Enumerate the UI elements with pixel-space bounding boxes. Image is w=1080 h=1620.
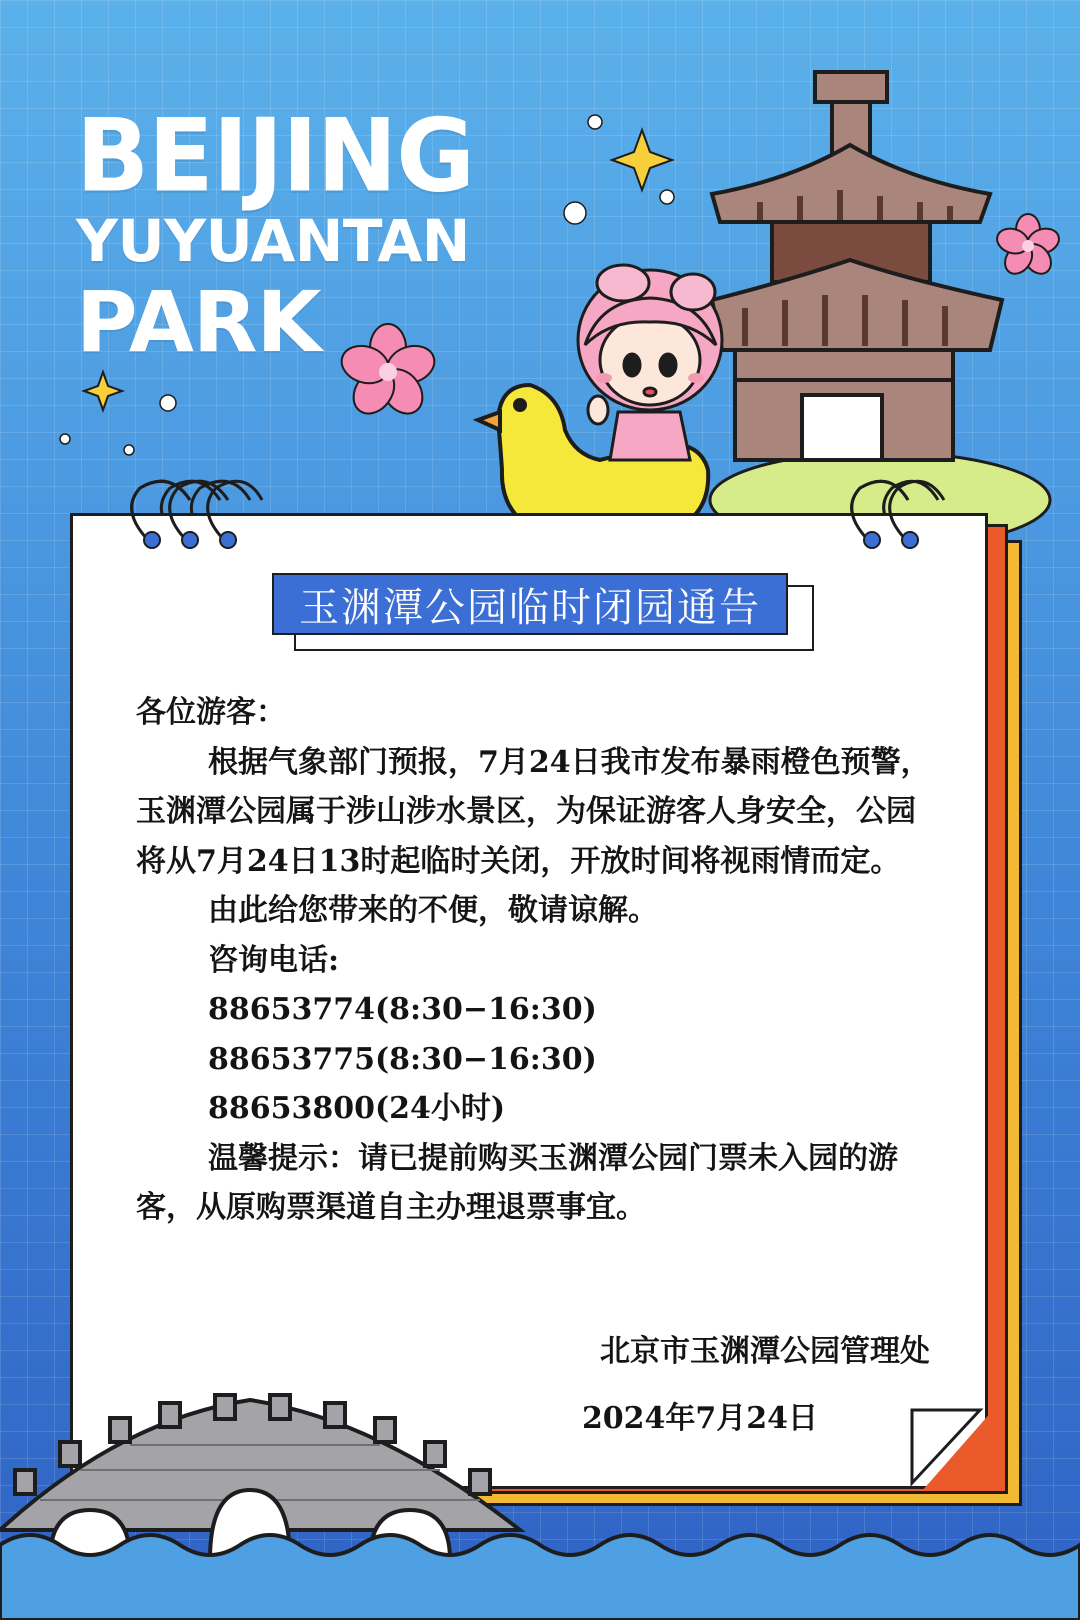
phone-number: 88653775(8:30−16:30) bbox=[208, 1041, 597, 1077]
tip-text: 温馨提示：请已提前购买玉渊潭公园门票未入园的游客，从原购票渠道自主办理退票事宜。 bbox=[136, 1140, 898, 1225]
brand-line-yuyuantan: YUYUANTAN bbox=[76, 207, 470, 275]
brand-line-beijing: BEIJING bbox=[76, 97, 475, 215]
notice-paragraph: 根据气象部门预报，7月24日我市发布暴雨橙色预警，玉渊潭公园属于涉山涉水景区，为保证游客人身安全，公园将从7月24日13时起临时关闭，开放时间将视雨情而定。 bbox=[136, 744, 931, 879]
notice-date: 2024年7月24日 bbox=[581, 1401, 819, 1436]
apology-text: 由此给您带来的不便，敬请谅解。 bbox=[208, 893, 658, 928]
signature: 北京市玉渊潭公园管理处 bbox=[600, 1334, 930, 1369]
phone-number: 88653800(24小时) bbox=[208, 1091, 506, 1126]
brand-line-park: PARK bbox=[76, 273, 321, 371]
water-waves bbox=[0, 1535, 1080, 1620]
hotline-label: 咨询电话: bbox=[208, 942, 340, 978]
greeting: 各位游客： bbox=[136, 695, 286, 730]
phone-number: 88653774(8:30−16:30) bbox=[208, 992, 597, 1027]
notice-title: 玉渊潭公园临时闭园通告 bbox=[272, 573, 788, 635]
